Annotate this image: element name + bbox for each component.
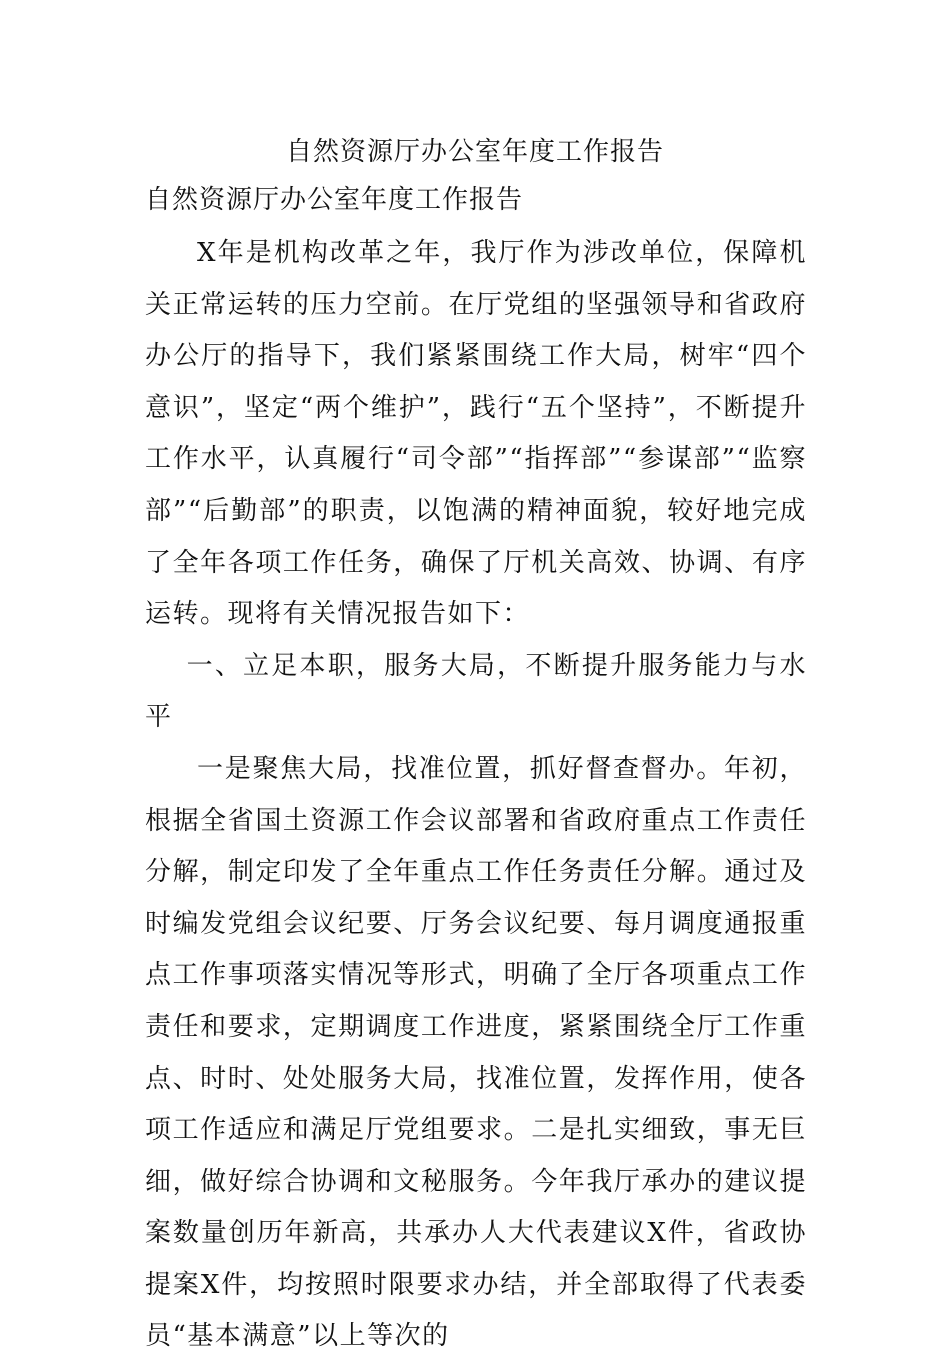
document-subtitle: 自然资源厅办公室年度工作报告 <box>145 185 524 215</box>
document-title: 自然资源厅办公室年度工作报告 <box>285 137 664 167</box>
intro-paragraph: X年是机构改革之年，我厅作为涉改单位，保障机关正常运转的压力空前。在厅党组的坚强领导和省政府办公厅的指导下，我们紧紧围绕工作大局，树牢“四个意识”，坚定“两个维护”，践行“五个坚持”，不断提升工作水平，认真履行“司令部”“指挥部”“参谋部”“监察部”“后勤部”的职责，以饱满的精神面貌，较好地完成了全年各项工作任务，确保了厅机关高效、协调、有序运转。现将有关情况报告如下： <box>145 238 807 630</box>
document-body <box>145 228 807 1363</box>
body-paragraph: 一是聚焦大局，找准位置，抓好督查督办。年初，根据全省国土资源工作会议部署和省政府重点工作责任分解，制定印发了全年重点工作任务责任分解。通过及时编发党组会议纪要、厅务会议纪要、每月调度通报重点工作事项落实情况等形式，明确了全厅各项重点工作责任和要求，定期调度工作进度，紧紧围绕全厅工作重点、时时、处处服务大局，找准位置，发挥作用，使各项工作适应和满足厅党组要求。二是扎实细致，事无巨细，做好综合协调和文秘服务。今年我厅承办的建议提案数量创历年新高，共承办人大代表建议X件，省政协提案X件，均按照时限要求办结，并全部取得了代表委员“基本满意”以上等次的 <box>145 753 807 1352</box>
section-heading: 一、立足本职，服务大局，不断提升服务能力与水平 <box>145 650 807 733</box>
